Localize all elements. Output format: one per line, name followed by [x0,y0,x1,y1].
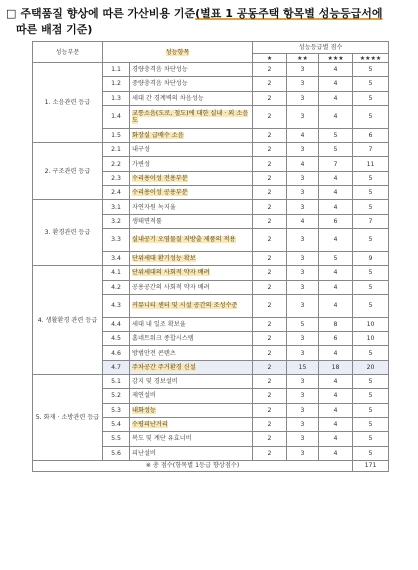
score-cell: 5 [319,143,353,157]
score-cell: 4 [287,214,319,228]
score-cell: 4 [319,294,353,317]
score-cell: 5 [353,228,389,251]
item-id: 1.1 [103,63,130,77]
score-cell: 4 [319,403,353,417]
item-id: 2.2 [103,157,130,171]
score-cell: 8 [319,317,353,331]
header-note: (별표 1 공동주택 항목별 성능등급서에 [195,7,383,20]
document-header [6,6,412,38]
score-cell: 2 [253,105,287,128]
total-value: 171 [353,460,389,471]
score-table [32,41,389,472]
table-row [33,63,389,77]
score-cell: 4 [319,228,353,251]
score-cell: 4 [319,186,353,200]
total-row [33,460,389,471]
score-cell: 4 [319,389,353,403]
score-cell: 6 [319,214,353,228]
score-cell: 4 [319,200,353,214]
score-cell: 2 [253,91,287,105]
category-cell: 1. 소음관련 등급 [33,63,103,143]
score-cell: 4 [319,417,353,431]
score-cell: 2 [253,294,287,317]
star-4: ★★★★ [353,54,389,63]
score-cell: 3 [287,266,319,280]
score-cell: 2 [253,128,287,142]
item-title: 내구성 [130,143,253,157]
score-cell: 4 [319,266,353,280]
score-cell: 2 [253,389,287,403]
item-id: 3.4 [103,251,130,265]
item-title: 피난설비 [130,446,253,460]
item-id: 1.4 [103,105,130,128]
score-cell: 5 [287,317,319,331]
score-cell: 20 [353,360,389,374]
score-cell: 10 [353,317,389,331]
item-id: 2.4 [103,186,130,200]
item-id: 1.5 [103,128,130,142]
item-id: 5.6 [103,446,130,460]
table-row [33,143,389,157]
item-title: 단위세대의 사회적 약자 배려 [130,266,253,280]
score-cell: 3 [287,446,319,460]
item-id: 4.7 [103,360,130,374]
score-cell: 3 [287,63,319,77]
table-row [33,375,389,389]
score-cell: 2 [253,375,287,389]
score-cell: 3 [287,200,319,214]
star-2: ★★ [287,54,319,63]
item-id: 3.1 [103,200,130,214]
item-title: 홈네트워크 종합시스템 [130,332,253,346]
item-title: 주차공간 주거환경 신설 [130,360,253,374]
score-cell: 3 [287,375,319,389]
score-cell: 9 [353,251,389,265]
score-cell: 3 [287,332,319,346]
item-title: 경량충격음 차단성능 [130,63,253,77]
item-id: 3.2 [103,214,130,228]
item-title: 실내공기 오염물질 저방출 제품의 적용 [130,228,253,251]
category-cell: 2. 구조관련 등급 [33,143,103,200]
score-cell: 4 [319,375,353,389]
score-cell: 11 [353,157,389,171]
item-id: 5.5 [103,432,130,446]
item-title: 세대 간 경계벽의 차음성능 [130,91,253,105]
score-cell: 3 [287,228,319,251]
score-cell: 3 [287,105,319,128]
header-title: 주택품질 향상에 따른 가산비용 기준 [20,7,196,20]
item-title: 세대 내 일조 확보율 [130,317,253,331]
item-title: 가변성 [130,157,253,171]
item-title: 복도 및 계단 유효너비 [130,432,253,446]
item-id: 4.5 [103,332,130,346]
score-cell: 3 [287,389,319,403]
score-cell: 7 [353,143,389,157]
item-title: 방범안전 콘텐츠 [130,346,253,360]
score-cell: 3 [287,432,319,446]
table-row [33,200,389,214]
item-title: 공용공간의 사회적 약자 배려 [130,280,253,294]
score-cell: 5 [353,105,389,128]
header-line-1 [6,6,412,22]
item-id: 5.4 [103,417,130,431]
score-cell: 2 [253,266,287,280]
col-category-header: 성능부문 [33,42,103,63]
score-cell: 3 [287,251,319,265]
item-title: 수평피난거리 [130,417,253,431]
score-cell: 4 [319,63,353,77]
score-cell: 4 [287,157,319,171]
item-id: 4.1 [103,266,130,280]
score-cell: 3 [287,171,319,185]
score-cell: 2 [253,417,287,431]
score-cell: 6 [319,332,353,346]
score-cell: 2 [253,143,287,157]
col-scores-header: 성능등급별 점수 [253,42,389,54]
score-cell: 18 [319,360,353,374]
score-cell: 6 [353,128,389,142]
score-cell: 3 [287,294,319,317]
item-title: 커뮤니티 센터 및 시설 공간의 조성수준 [130,294,253,317]
score-cell: 2 [253,403,287,417]
table-row [33,266,389,280]
item-id: 4.3 [103,294,130,317]
score-cell: 2 [253,200,287,214]
score-cell: 2 [253,360,287,374]
total-label: ※ 총 점수(항목별 1등급 향상점수) [33,460,353,471]
star-1: ★ [253,54,287,63]
score-cell: 3 [287,417,319,431]
item-id: 1.2 [103,77,130,91]
score-cell: 2 [253,280,287,294]
item-title: 단위세대 환기성능 확보 [130,251,253,265]
score-cell: 5 [353,77,389,91]
score-cell: 5 [353,63,389,77]
score-cell: 10 [353,332,389,346]
item-id: 4.6 [103,346,130,360]
score-cell: 2 [253,432,287,446]
item-id: 2.3 [103,171,130,185]
score-cell: 2 [253,77,287,91]
item-title: 자연자원 녹지율 [130,200,253,214]
score-cell: 2 [253,214,287,228]
score-cell: 2 [253,228,287,251]
score-cell: 4 [319,446,353,460]
score-cell: 5 [353,346,389,360]
star-3: ★★★ [319,54,353,63]
score-cell: 2 [253,63,287,77]
score-cell: 5 [353,171,389,185]
score-cell: 2 [253,346,287,360]
item-id: 4.4 [103,317,130,331]
score-cell: 4 [319,77,353,91]
score-cell: 4 [319,432,353,446]
item-title: 감지 및 경보설비 [130,375,253,389]
score-cell: 5 [319,128,353,142]
item-title: 수리용이성 공용부분 [130,186,253,200]
score-cell: 7 [319,157,353,171]
item-id: 1.3 [103,91,130,105]
score-cell: 3 [287,346,319,360]
item-title: 화장실 급배수 소음 [130,128,253,142]
score-cell: 2 [253,317,287,331]
score-cell: 5 [353,417,389,431]
col-item-header: 성능항목 [103,42,253,63]
score-cell: 5 [353,389,389,403]
item-title: 내화성능 [130,403,253,417]
score-cell: 5 [353,294,389,317]
score-cell: 3 [287,77,319,91]
item-id: 5.1 [103,375,130,389]
score-cell: 5 [353,432,389,446]
score-cell: 2 [253,251,287,265]
score-cell: 3 [287,186,319,200]
item-id: 4.2 [103,280,130,294]
score-cell: 5 [353,446,389,460]
score-cell: 3 [287,403,319,417]
score-cell: 5 [353,186,389,200]
score-cell: 2 [253,186,287,200]
score-cell: 5 [353,280,389,294]
score-cell: 4 [319,280,353,294]
category-cell: 3. 환경관련 등급 [33,200,103,266]
score-cell: 15 [287,360,319,374]
score-cell: 5 [353,200,389,214]
score-cell: 4 [287,128,319,142]
item-id: 3.3 [103,228,130,251]
score-cell: 4 [319,346,353,360]
score-cell: 3 [287,143,319,157]
score-cell: 7 [353,214,389,228]
category-cell: 4. 생활환경 관련 등급 [33,266,103,375]
item-id: 2.1 [103,143,130,157]
score-cell: 5 [353,375,389,389]
item-title: 중량충격음 차단성능 [130,77,253,91]
item-id: 5.3 [103,403,130,417]
score-cell: 2 [253,446,287,460]
score-cell: 5 [353,91,389,105]
score-cell: 3 [287,280,319,294]
score-cell: 3 [287,91,319,105]
score-cell: 4 [319,91,353,105]
item-title: 교통소음(도로, 철도)에 대한 실내 · 외 소음도 [130,105,253,128]
score-cell: 2 [253,332,287,346]
score-cell: 5 [353,403,389,417]
item-title: 생태면적률 [130,214,253,228]
score-cell: 4 [319,105,353,128]
item-id: 5.2 [103,389,130,403]
score-cell: 5 [319,251,353,265]
score-cell: 2 [253,157,287,171]
score-cell: 2 [253,171,287,185]
score-cell: 5 [353,266,389,280]
score-cell: 4 [319,171,353,185]
item-title: 수리용이성 전용부분 [130,171,253,185]
item-title: 제연설비 [130,389,253,403]
checkbox-bullet: □ [6,7,17,20]
header-line-2: 따른 배점 기준) [16,23,93,36]
category-cell: 5. 화재 · 소방관련 등급 [33,375,103,461]
